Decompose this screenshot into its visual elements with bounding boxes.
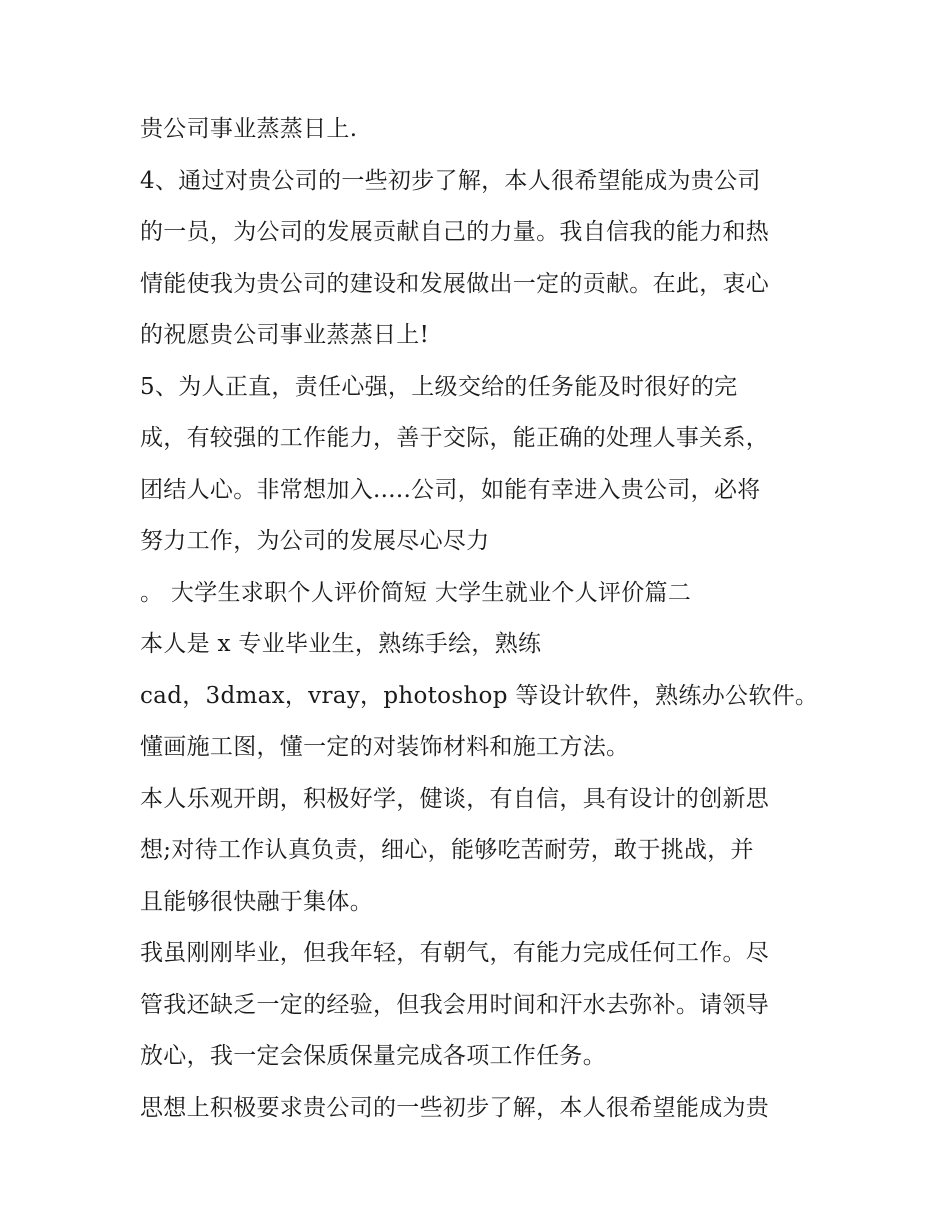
text-line: 管我还缺乏一定的经验，但我会用时间和汗水去弥补。请领导 — [140, 991, 770, 1018]
text-line: cad，3dmax，vray，photoshop 等设计软件，熟练办公软件。 — [140, 682, 819, 709]
text-line: 思想上积极要求贵公司的一些初步了解，本人很希望能成为贵 — [140, 1094, 770, 1121]
text-line: 懂画施工图，懂一定的对装饰材料和施工方法。 — [140, 734, 630, 760]
text-line: 5、为人正直，责任心强，上级交给的任务能及时很好的完 — [140, 373, 738, 400]
text-line: 本人是 x 专业毕业生，熟练手绘，熟练 — [140, 631, 542, 657]
section-heading-line: 。 大学生求职个人评价简短 大学生就业个人评价篇二 — [140, 579, 692, 606]
text-line: 的祝愿贵公司事业蒸蒸日上! — [140, 322, 430, 348]
text-line: 放心，我一定会保质保量完成各项工作任务。 — [140, 1043, 606, 1069]
text-line: 我虽刚刚毕业，但我年轻，有朝气，有能力完成任何工作。尽 — [140, 940, 770, 966]
text-line: 且能够很快融于集体。 — [140, 888, 373, 915]
body-text — [140, 104, 830, 1134]
text-line: 想;对待工作认真负责，细心，能够吃苦耐劳，敢于挑战，并 — [140, 837, 754, 863]
text-line: 贵公司事业蒸蒸日上. — [140, 116, 358, 142]
text-line: 团结人心。非常想加入.....公司，如能有幸进入贵公司，必将 — [140, 476, 761, 503]
text-line: 的一员，为公司的发展贡献自己的力量。我自信我的能力和热 — [140, 219, 770, 245]
text-line: 本人乐观开朗，积极好学，健谈，有自信，具有设计的创新思 — [140, 785, 770, 812]
text-line: 情能使我为贵公司的建设和发展做出一定的贡献。在此，衷心 — [140, 270, 770, 297]
text-line: 成，有较强的工作能力，善于交际，能正确的处理人事关系， — [140, 425, 770, 451]
text-line: 4、通过对贵公司的一些初步了解，本人很希望能成为贵公司 — [140, 167, 761, 194]
text-line: 努力工作，为公司的发展尽心尽力 — [140, 528, 490, 554]
